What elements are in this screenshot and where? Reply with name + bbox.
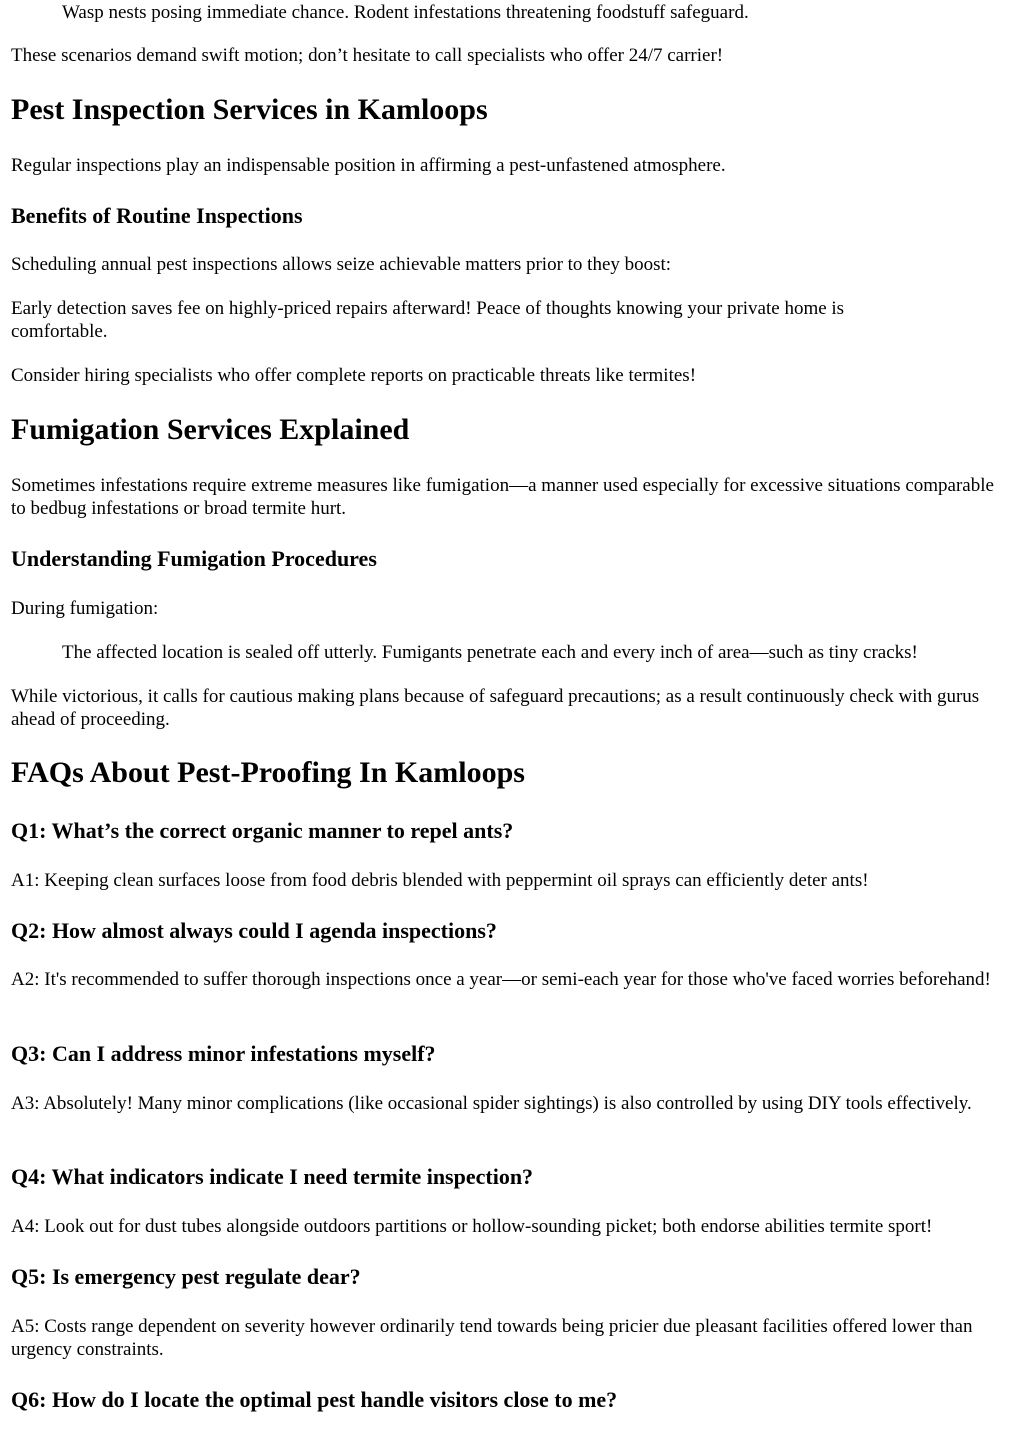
fumigation-paragraph-2: During fumigation: — [11, 598, 159, 619]
faq-question: Q2: How almost always could I agenda inspections? — [11, 918, 497, 943]
fumigation-list-text: The affected location is sealed off utterly. Fumigants penetrate each and every inch of area—such as tiny cracks! — [62, 642, 918, 663]
faq-answer: A2: It's recommended to suffer thorough inspections once a year—or semi-each year for those who've faced worries beforehand! — [11, 969, 991, 990]
faq-question: Q3: Can I address minor infestations myself? — [11, 1041, 436, 1066]
faqs-heading: FAQs About Pest-Proofing In Kamloops — [11, 756, 525, 789]
faq-answer: A3: Absolutely! Many minor complications (like occasional spider sightings) is also controlled by using DIY tools effectively. — [11, 1093, 972, 1114]
inspection-heading: Pest Inspection Services in Kamloops — [11, 93, 488, 126]
inspection-subheading: Benefits of Routine Inspections — [11, 203, 303, 228]
inspection-paragraph: Regular inspections play an indispensable position in affirming a pest-unfastened atmosphere. — [11, 155, 726, 176]
fumigation-subheading: Understanding Fumigation Procedures — [11, 546, 377, 571]
faq-answer: A5: Costs range dependent on severity however ordinarily tend towards being pricier due pleasant facilities offered lower than urgency constraints. — [11, 1316, 973, 1360]
intro-paragraph: These scenarios demand swift motion; don’t hesitate to call specialists who offer 24/7 carrier! — [11, 45, 724, 66]
intro-list-text: Wasp nests posing immediate chance. Rodent infestations threatening foodstuff safeguard. — [62, 2, 749, 23]
faq-question: Q5: Is emergency pest regulate dear? — [11, 1264, 361, 1289]
fumigation-paragraph: Sometimes infestations require extreme measures like fumigation—a manner used especially for excessive situations comparable to bedbug infestations or broad termite hurt. — [11, 475, 994, 519]
inspection-paragraph-2: Scheduling annual pest inspections allows seize achievable matters prior to they boost: — [11, 254, 672, 275]
fumigation-heading: Fumigation Services Explained — [11, 413, 410, 446]
inspection-paragraph-3: Early detection saves fee on highly-priced repairs afterward! Peace of thoughts knowing your private home is comfortable. — [11, 298, 845, 342]
faq-question: Q4: What indicators indicate I need termite inspection? — [11, 1164, 534, 1189]
fumigation-paragraph-3: While victorious, it calls for cautious making plans because of safeguard precautions; as a result continuously check with gurus ahead of proceeding. — [11, 686, 980, 730]
faq-answer: A1: Keeping clean surfaces loose from food debris blended with peppermint oil sprays can efficiently deter ants! — [11, 870, 869, 891]
faq-question: Q1: What’s the correct organic manner to repel ants? — [11, 818, 514, 843]
inspection-paragraph-4: Consider hiring specialists who offer complete reports on practicable threats like termites! — [11, 365, 697, 386]
faq-question: Q6: How do I locate the optimal pest handle visitors close to me? — [11, 1387, 618, 1412]
faq-answer: A4: Look out for dust tubes alongside outdoors partitions or hollow-sounding picket; both endorse abilities termite sport! — [11, 1216, 933, 1237]
